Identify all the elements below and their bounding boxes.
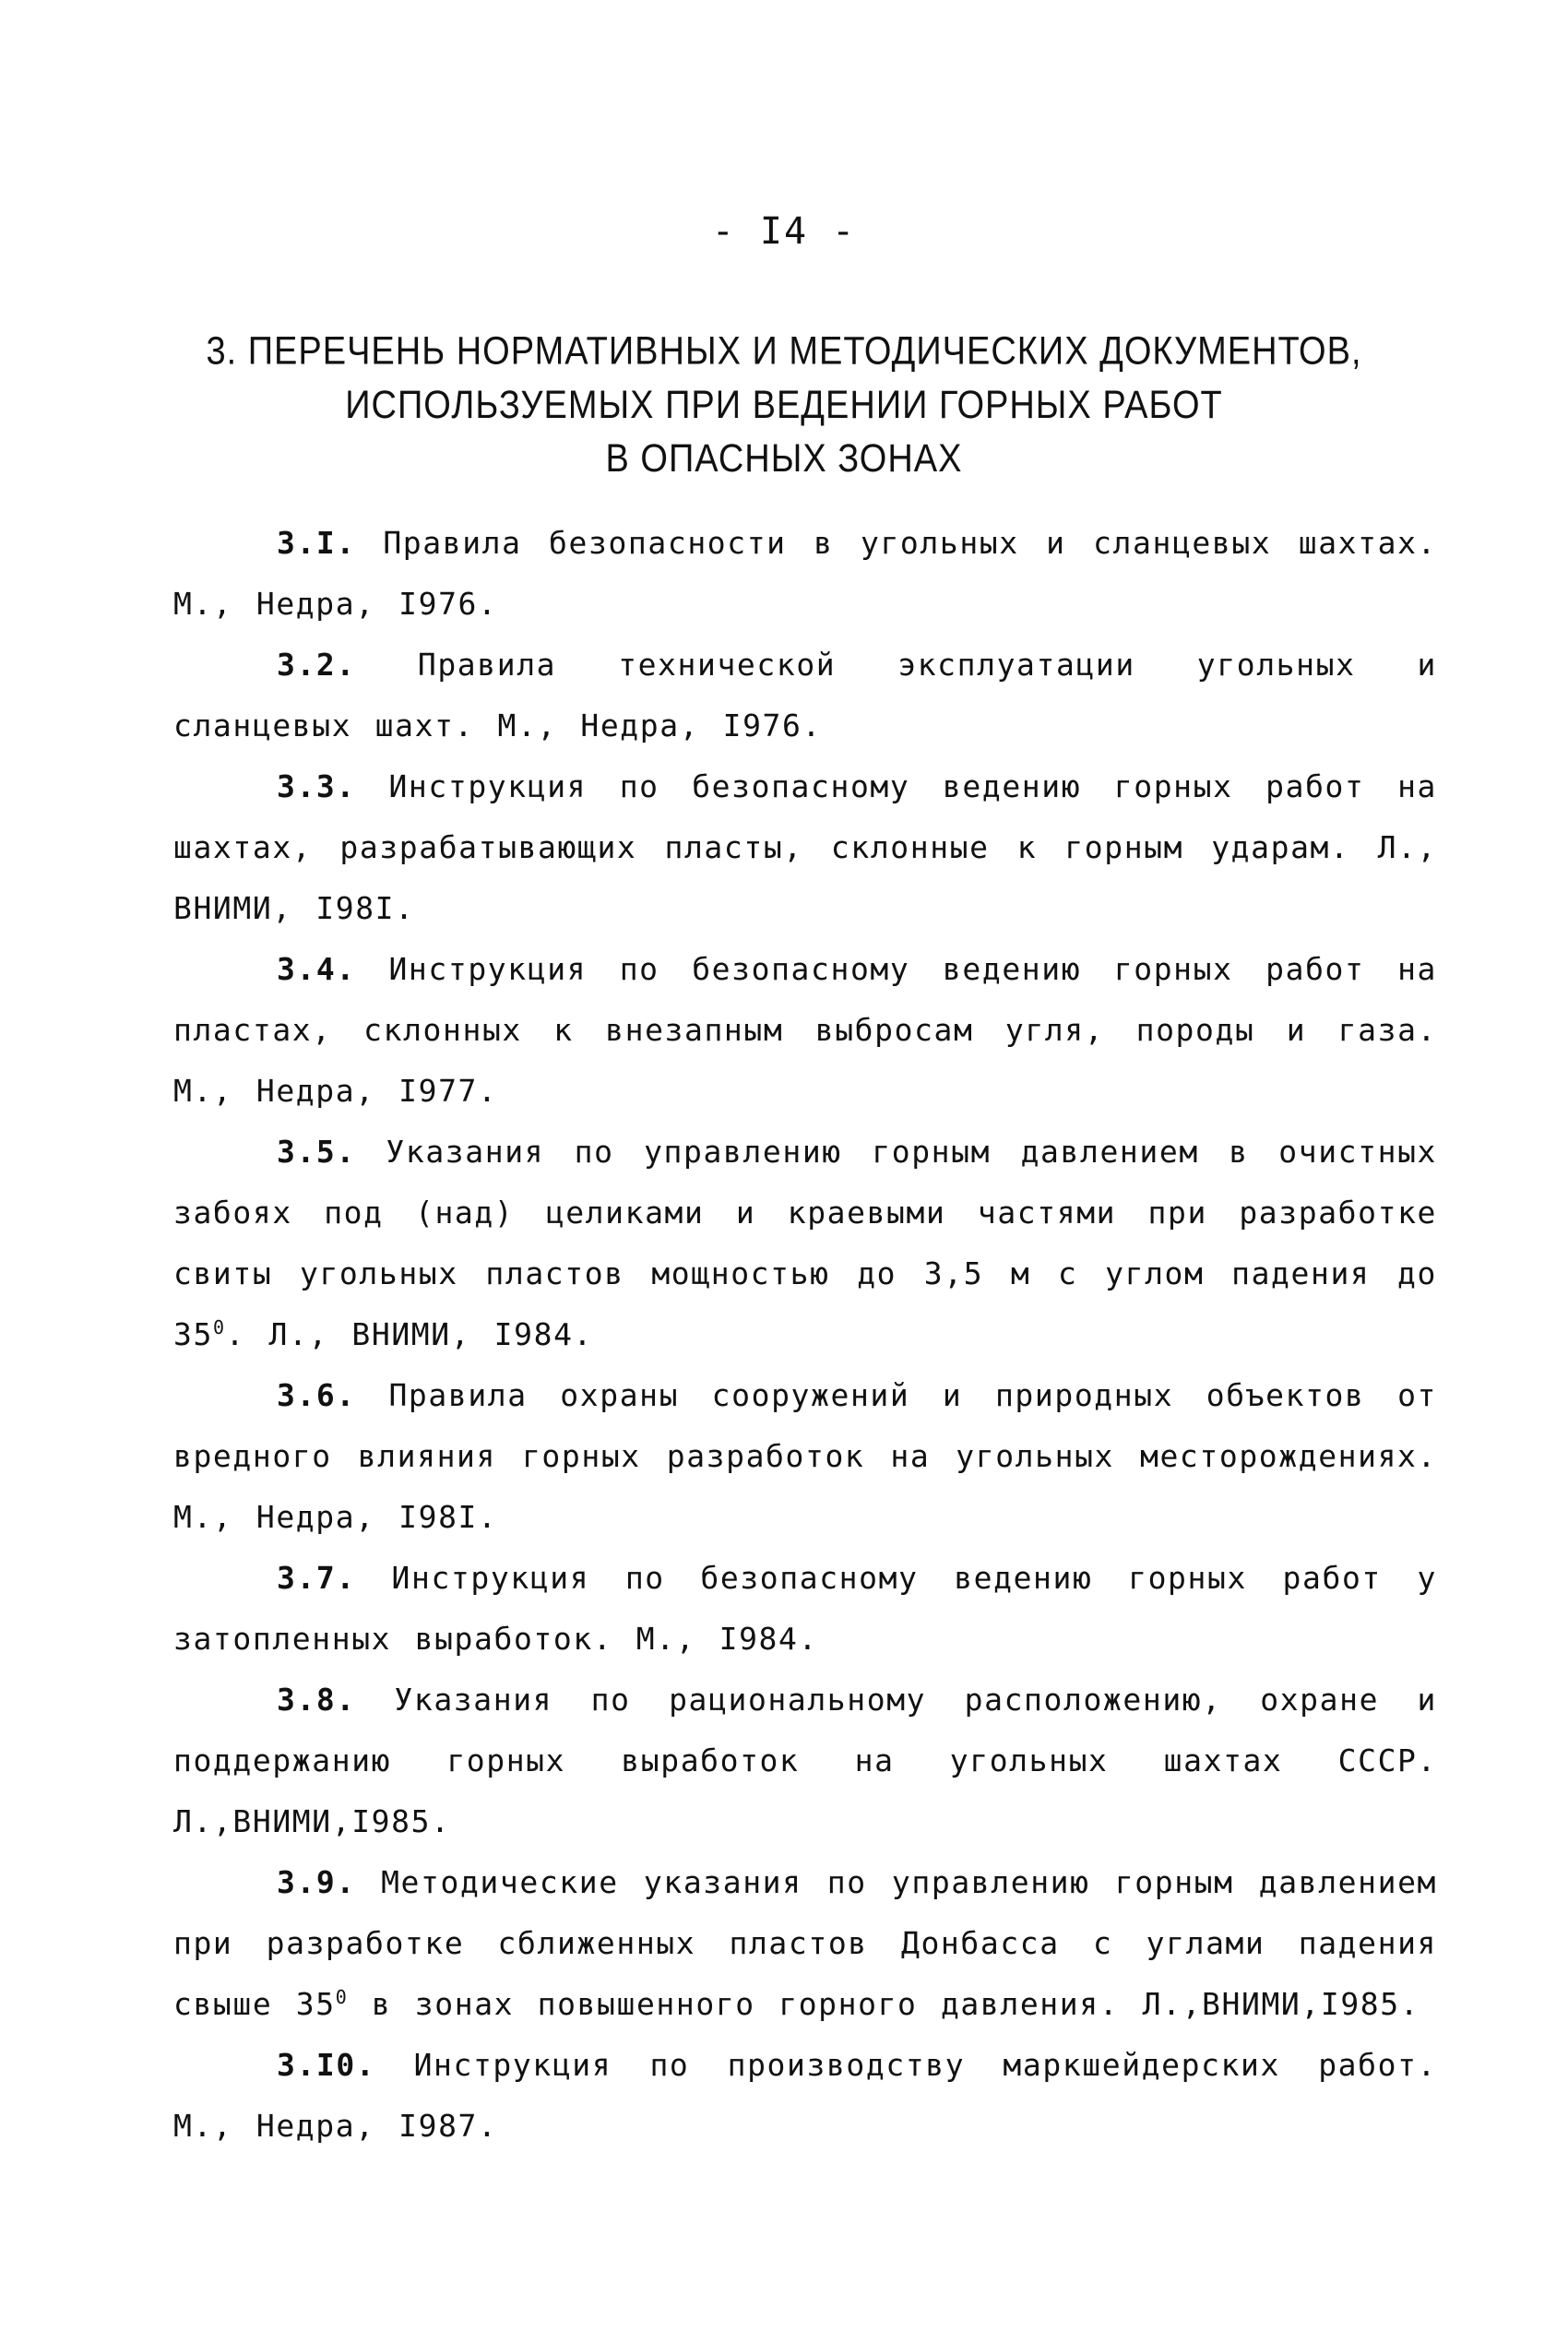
heading-line-2: ИСПОЛЬЗУЕМЫХ ПРИ ВЕДЕНИИ ГОРНЫХ РАБОТ [345,383,1223,427]
degree-superscript: 0 [212,1316,226,1338]
page-number: - I4 - [711,210,857,253]
item-number: 3.3. [277,768,356,804]
item-number: 3.9. [277,1864,356,1900]
section-heading [0,325,1568,486]
item-number: 3.4. [277,951,356,987]
item-text: Методические указания по управлению горным давлением при разработке сближенных пластов Донбасса с углами падения свыше 35 [173,1864,1438,2022]
item-text: Правила охраны сооружений и природных объектов от вредного влияния горных разработок на угольных месторождениях. М., Недра, I98I. [173,1377,1437,1535]
list-item [173,635,1437,756]
list-item [173,513,1437,635]
item-text: Инструкция по безопасному ведению горных работ на пластах, склонных к внезапным выбросам угля, породы и газа. М., Недра, I977. [173,951,1437,1109]
list-item [173,1365,1437,1548]
list-item [173,756,1437,939]
list-item [173,1122,1437,1365]
item-number: 3.6. [277,1377,356,1413]
item-text-tail: в зонах повышенного горного давления. Л.,ВНИМИ,I985. [348,1986,1420,2022]
item-number: 3.I0. [277,2047,376,2083]
item-text: Инструкция по безопасному ведению горных работ на шахтах, разрабатывающих пласты, склонные к горным ударам. Л., ВНИМИ, I98I. [173,768,1437,926]
item-text: Инструкция по безопасному ведению горных работ у затопленных выработок. М., I984. [173,1560,1437,1657]
item-text: Указания по рациональному расположению, охране и поддержанию горных выработок на угольных шахтах СССР. Л.,ВНИМИ,I985. [173,1682,1438,1839]
item-text: Правила безопасности в угольных и сланцевых шахтах. М., Недра, I976. [173,525,1438,622]
heading-line-1: 3. ПЕРЕЧЕНЬ НОРМАТИВНЫХ И МЕТОДИЧЕСКИХ ДОКУМЕНТОВ, [206,329,1362,374]
item-text: Инструкция по производству маркшейдерских работ. М., Недра, I987. [173,2047,1437,2144]
document-list [173,513,1437,2157]
degree-superscript: 0 [335,1986,349,2008]
item-number: 3.8. [277,1682,356,1718]
list-item [173,939,1437,1122]
item-number: 3.I. [277,525,356,561]
item-text-tail: . Л., ВНИМИ, I984. [225,1316,594,1352]
item-number: 3.5. [277,1134,356,1170]
list-item [173,2035,1437,2157]
list-item [173,1852,1437,2035]
item-number: 3.7. [277,1560,356,1596]
item-text: Указания по управлению горным давлением в очистных забоях под (над) целиками и краевыми частями при разработке свиты угольных пластов мощностью до 3,5 м с углом падения до 35 [173,1134,1438,1352]
item-number: 3.2. [277,647,356,683]
list-item [173,1670,1437,1852]
list-item [173,1548,1437,1670]
item-text: Правила технической эксплуатации угольных и сланцевых шахт. М., Недра, I976. [173,647,1437,743]
heading-line-3: В ОПАСНЫХ ЗОНАХ [605,437,963,482]
